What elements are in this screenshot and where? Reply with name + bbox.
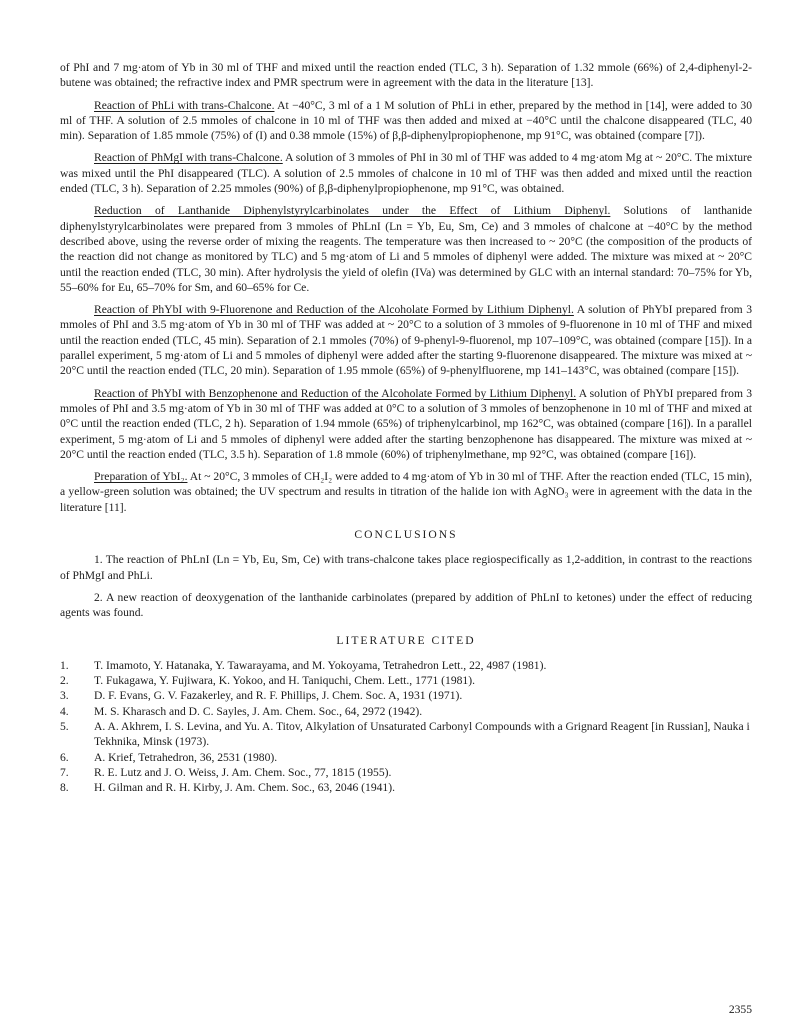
- reference-text: H. Gilman and R. H. Kirby, J. Am. Chem. Soc., 63, 2046 (1941).: [94, 781, 395, 795]
- reference-number: 6.: [60, 750, 69, 764]
- paragraph-text: of PhI and 7 mg·atom of Yb in 30 ml of THF and mixed until the reaction ended (TLC, 3 h). Separation of 1.32 mmole (66%) of 2,4-diphenyl-2-butene was obtained; the refractive index and PMR spectrum were in agreement with the data in the literature [13].: [60, 61, 752, 90]
- reference-number: 8.: [60, 781, 69, 795]
- paragraph-text: A solution of PhYbI prepared from 3 mmoles of PhI and 3.5 mg·atom of Yb in 30 ml of THF was added at 0°C to a solution of 3 mmoles of benzophenone in 10 ml of THF and mixed at 0°C until the reaction ended (TLC, 2 h). Separation of 1.94 mmole (65%) of triphenylcarbinol, mp 162°C, was obtained (compare [16]). In a parallel experiment, 5 mg·atom of Li and 5 mmoles of diphenyl were added after the starting benzophenone has disappeared. The mixture was mixed at ~ 20°C until the reaction ended (TLC, 3.5 h). Separation of 1.8 mmole (60%) of triphenylmethane, mp 92°C, was obtained (compare [16]).: [60, 386, 752, 461]
- reference-number: 2.: [60, 674, 69, 688]
- conclusion-item: 1. The reaction of PhLnI (Ln = Yb, Eu, Sm, Ce) with trans-chalcone takes place regiospecifically as 1,2-addition, in contrast to the reactions of PhMgI and PhLi.: [60, 553, 752, 582]
- paragraph-phybi-benzophenone: [60, 386, 752, 462]
- reference-text: M. S. Kharasch and D. C. Sayles, J. Am. Chem. Soc., 64, 2972 (1942).: [94, 704, 423, 718]
- reference-item: [60, 658, 752, 673]
- conclusions-heading: CONCLUSIONS: [354, 528, 458, 542]
- paragraph-phmgi-chalcone: [60, 150, 752, 196]
- reference-number: 4.: [60, 704, 69, 718]
- paragraph-text: Solutions of lanthanide diphenylstyrylcarbinolates were prepared from 3 mmoles of PhLnI (Ln = Yb, Eu, Sm, Ce) and 3 mmoles of chalcone at −40°C by the method described above, using the reverse order of mixing the reagents. The temperature was then increased to ~ 20°C (the composition of the products of the reaction did not change as monitored by TLC) and 5 mg·atom of Li and 5 mmoles of diphenyl were added. The mixture was mixed at ~ 20°C until the reaction ended (TLC, 30 min). After hydrolysis the yield of olefin (IVa) was determined by GLC with an internal standard: 70–75% for Yb, 55–60% for Eu, 65–70% for Sm, and 60–65% for Ce.: [60, 204, 753, 294]
- reference-text: T. Fukagawa, Y. Fujiwara, K. Yokoo, and H. Taniquchi, Chem. Lett., 1771 (1981).: [94, 674, 475, 688]
- paragraph-phli-chalcone: [60, 98, 752, 144]
- reference-number: 1.: [60, 658, 69, 672]
- literature-heading: LITERATURE CITED: [336, 633, 476, 647]
- reference-number: 3.: [60, 689, 69, 703]
- reference-item: [60, 750, 752, 765]
- paragraph-heading: Reaction of PhLi with trans-Chalcone.: [94, 98, 275, 112]
- paragraph-ybi2-preparation: [60, 469, 752, 515]
- reference-text: T. Imamoto, Y. Hatanaka, Y. Tawarayama, and M. Yokoyama, Tetrahedron Lett., 22, 4987 (1981).: [94, 658, 547, 672]
- paragraph-heading: Reaction of PhMgI with trans-Chalcone.: [94, 151, 283, 165]
- reference-text: A. Krief, Tetrahedron, 36, 2531 (1980).: [94, 750, 278, 764]
- reference-text: D. F. Evans, G. V. Fazakerley, and R. F. Phillips, J. Chem. Soc. A, 1931 (1971).: [94, 689, 463, 703]
- paragraph-lanthanide-reduction: [60, 203, 752, 295]
- paragraph-text: At −40°C, 3 ml of a 1 M solution of PhLi in ether, prepared by the method in [14], were added to 30 ml of THF. A solution of 2.5 mmoles of chalcone in 10 ml of THF was then added and mixed at −40°C until the chalcone disappeared (TLC, 40 min). Separation of 1.85 mmole (75%) of (I) and 0.38 mmole (15%) of β,β-diphenylpropiophenone, mp 91°C, was obtained (compare [7]).: [60, 98, 752, 143]
- reference-text: R. E. Lutz and J. O. Weiss, J. Am. Chem. Soc., 77, 1815 (1955).: [94, 765, 392, 779]
- paragraph-heading: Reaction of PhYbI with 9-Fluorenone and Reduction of the Alcoholate Formed by Lithium Diphenyl.: [94, 303, 574, 317]
- paragraph-heading: Reduction of Lanthanide Diphenylstyrylcarbinolates under the Effect of Lithium Diphenyl.: [94, 204, 611, 218]
- reference-number: 7.: [60, 765, 69, 779]
- paragraph-heading: Preparation of YbI₂.: [94, 470, 188, 484]
- paragraph-continuation: [60, 60, 752, 91]
- reference-list: [60, 658, 752, 796]
- reference-item: [60, 688, 752, 703]
- reference-item: [60, 673, 752, 688]
- paragraph-text: A solution of 3 mmoles of PhI in 30 ml of THF was added to 4 mg·atom Mg at ~ 20°C. The mixture was mixed until the PhI disappeared (TLC). A solution of 2.5 mmoles of chalcone in 10 ml of THF was then added and mixed until the reaction ended (TLC, 3 h). Separation of 2.25 mmoles (90%) of β,β-diphenylpropiophenone, mp 91°C, was obtained.: [60, 151, 752, 196]
- page-number: 2355: [728, 1003, 752, 1016]
- reference-item: [60, 765, 752, 780]
- reference-item: [60, 704, 752, 719]
- conclusion-item: 2. A new reaction of deoxygenation of the lanthanide carbinolates (prepared by addition of PhLnI to ketones) under the effect of reducing agents was found.: [60, 590, 752, 620]
- reference-item: [60, 780, 752, 795]
- paragraph-heading: Reaction of PhYbI with Benzophenone and Reduction of the Alcoholate Formed by Lithium Diphenyl.: [94, 386, 577, 400]
- paragraph-text: A solution of PhYbI prepared from 3 mmoles of PhI and 3.5 mg·atom of Yb in 30 ml of THF was added at ~ 20°C to a solution of 3 mmoles of 9-fluorenone in 10 ml of THF and mixed until the reaction ended (TLC, 45 min). Separation of 2.1 mmoles (70%) of 9-phenyl-9-fluorenol, mp 107–109°C, was obtained (compare [15]). In a parallel experiment, 5 mg·atom of Li and 5 mmoles of diphenyl were added after the starting 9-fluorenone disappeared. The mixture was mixed at ~ 20°C until the reaction ended (TLC, 20 min). Separation of 1.95 mmole (65%) of 9-phenylfluorene, mp 141–143°C, was obtained (compare [15]).: [60, 303, 752, 378]
- reference-text: A. A. Akhrem, I. S. Levina, and Yu. A. Titov, Alkylation of Unsaturated Carbonyl Compounds with a Grignard Reagent [in Russian], Nauka i Tekhnika, Minsk (1973).: [94, 719, 750, 749]
- paragraph-text: At ~ 20°C, 3 mmoles of CH₂I₂ were added to 4 mg·atom of Yb in 30 ml of THF. After the reaction ended (TLC, 15 min), a yellow-green solution was obtained; the UV spectrum and results in titration of the halide ion with AgNO₃ were in agreement with the data in the literature [11].: [60, 470, 752, 514]
- reference-number: 5.: [60, 719, 69, 733]
- page-body: [60, 60, 752, 795]
- paragraph-phybi-fluorenone: [60, 302, 752, 378]
- reference-item: [60, 719, 752, 750]
